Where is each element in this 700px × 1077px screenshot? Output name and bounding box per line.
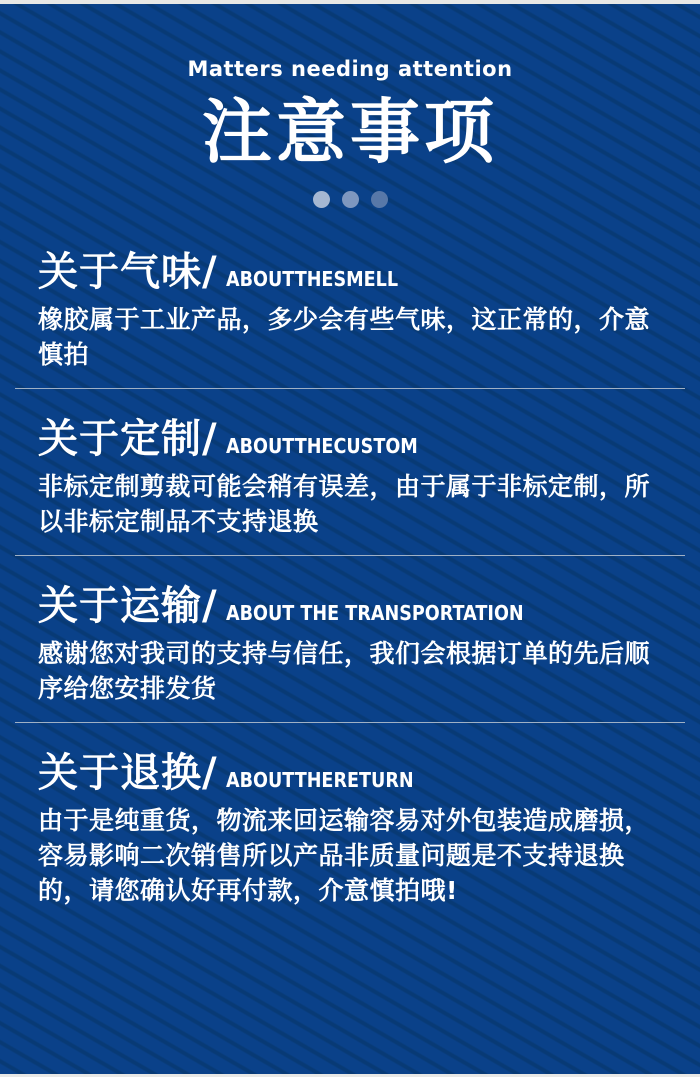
section-title-en: ABOUT THE TRANSPORTATION	[225, 601, 524, 625]
top-edge-strip	[0, 0, 700, 4]
notice-section-custom	[15, 389, 685, 556]
section-title-en: ABOUTTHECUSTOM	[225, 434, 418, 458]
carousel-dot	[313, 191, 330, 208]
notice-section-return	[15, 723, 685, 924]
section-heading	[38, 751, 675, 795]
section-title-en: ABOUTTHERETURN	[225, 768, 414, 792]
carousel-dot	[371, 191, 388, 208]
section-heading	[38, 250, 675, 294]
notice-section-smell	[15, 250, 685, 389]
section-title-zh: 关于定制/	[38, 416, 218, 462]
carousel-dot	[342, 191, 359, 208]
section-title-zh: 关于退换/	[38, 750, 218, 796]
section-title-zh: 关于运输/	[38, 583, 218, 629]
section-title-zh: 关于气味/	[38, 249, 218, 295]
section-body: 非标定制剪裁可能会稍有误差，由于属于非标定制，所以非标定制品不支持退换	[38, 472, 651, 536]
section-body: 感谢您对我司的支持与信任，我们会根据订单的先后顺序给您安排发货	[38, 639, 651, 703]
section-body: 由于是纯重货，物流来回运输容易对外包装造成磨损，容易影响二次销售所以产品非质量问题是不支持退换的，请您确认好再付款，介意慎拍哦!	[38, 806, 651, 905]
section-title-en: ABOUTTHESMELL	[225, 267, 398, 291]
page-title: 注意事项	[202, 91, 498, 173]
notice-section-transportation	[15, 556, 685, 723]
header-subtitle: Matters needing attention	[187, 57, 513, 81]
section-heading	[38, 417, 675, 461]
carousel-dots	[0, 190, 700, 208]
banner-header	[0, 0, 700, 208]
notice-sections	[0, 250, 700, 924]
section-heading	[38, 584, 675, 628]
section-body: 橡胶属于工业产品，多少会有些气味，这正常的，介意慎拍	[38, 305, 651, 369]
